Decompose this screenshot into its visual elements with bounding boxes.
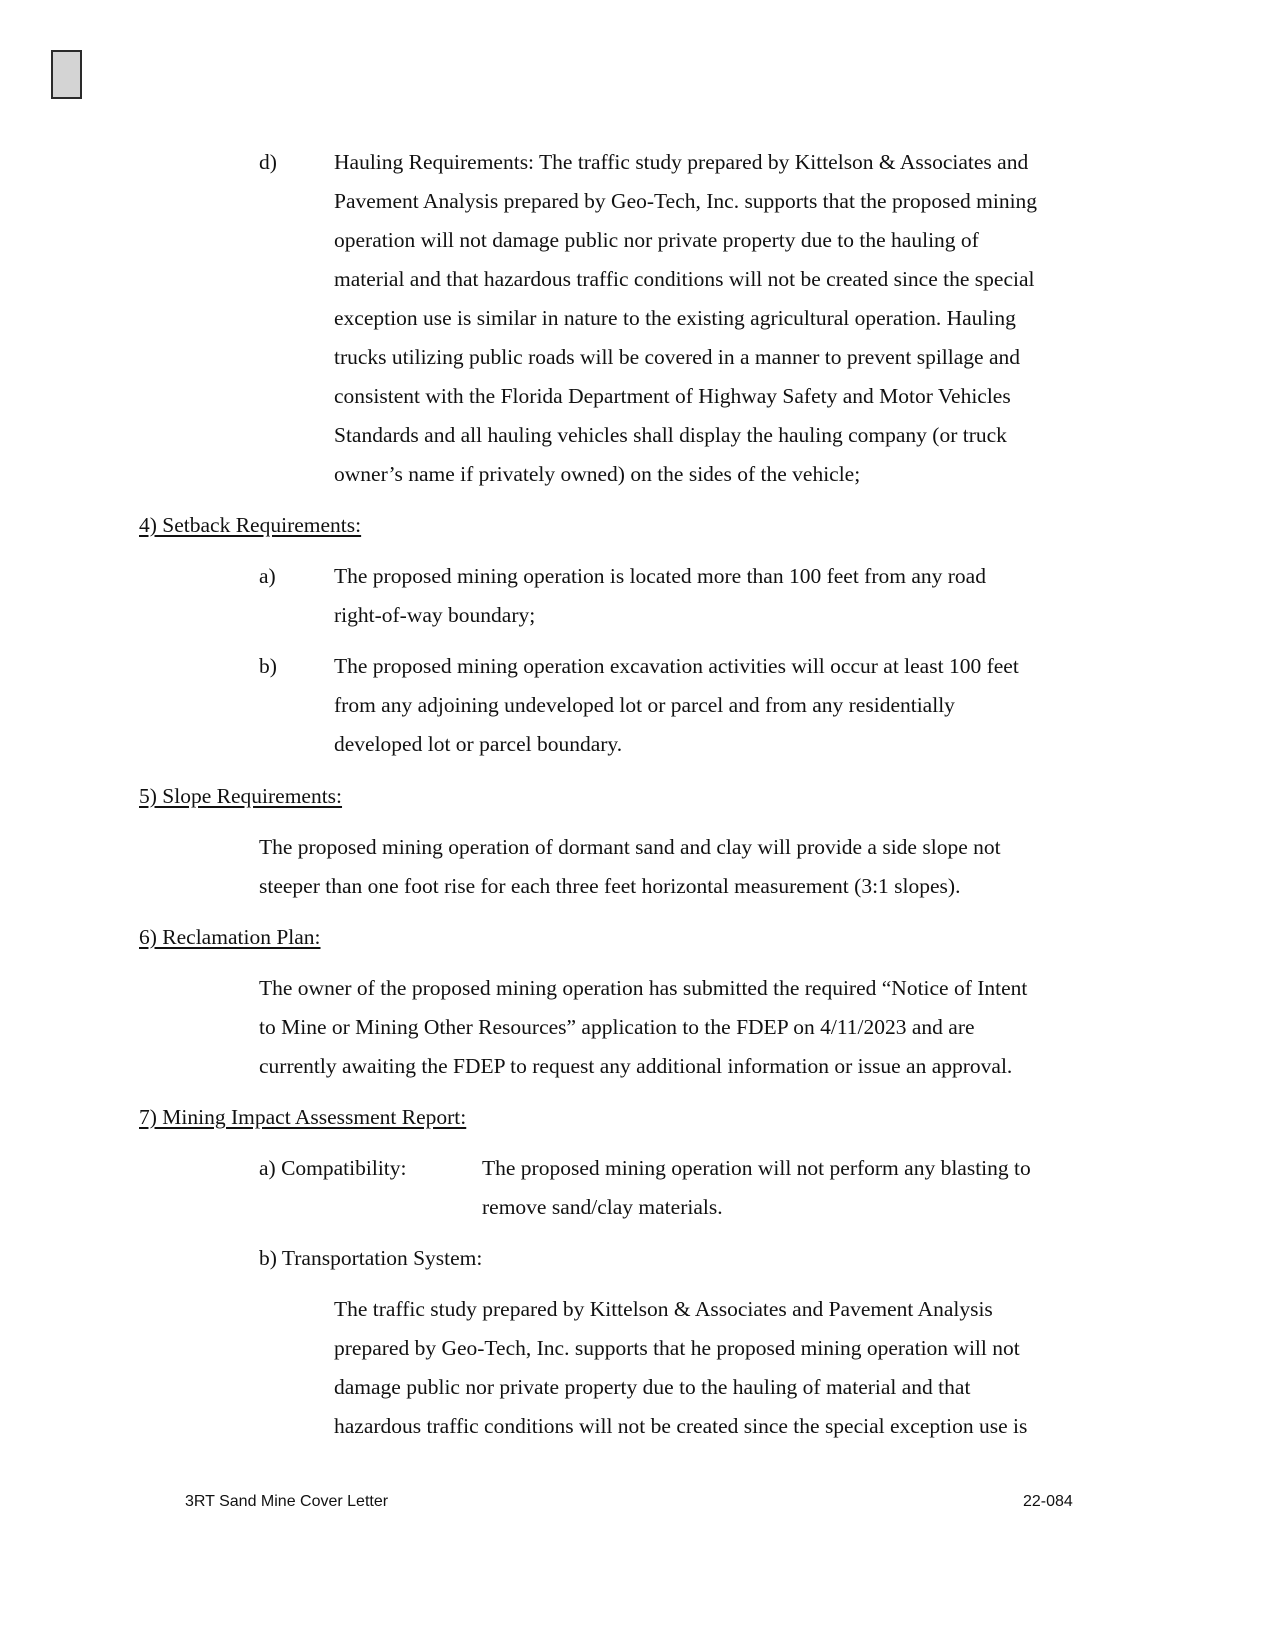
impact-b-line: hazardous traffic conditions will not be created since the special exception use is [334,1414,1028,1438]
impact-b-line: damage public nor private property due to the hauling of material and that [334,1375,971,1399]
item-d-line: owner’s name if privately owned) on the sides of the vehicle; [334,462,861,486]
footer-project-number: 22-084 [1023,1493,1073,1510]
impact-a-line: The proposed mining operation will not perform any blasting to [482,1156,1031,1180]
setback-b-line: developed lot or parcel boundary. [334,732,623,756]
setback-b-line: from any adjoining undeveloped lot or parcel and from any residentially [334,693,955,717]
section-heading-impact: 7) Mining Impact Assessment Report: [139,1105,467,1129]
slope-line: steeper than one foot rise for each three feet horizontal measurement (3:1 slopes). [259,874,961,898]
item-d-line: Hauling Requirements: The traffic study prepared by Kittelson & Associates and [334,150,1029,174]
reclamation-line: currently awaiting the FDEP to request any additional information or issue an approval. [259,1054,1013,1078]
section-heading-reclamation: 6) Reclamation Plan: [139,925,321,949]
item-d-line: material and that hazardous traffic conditions will not be created since the special [334,267,1035,291]
slope-line: The proposed mining operation of dormant sand and clay will provide a side slope not [259,835,1001,859]
impact-a-line: remove sand/clay materials. [482,1195,723,1219]
reclamation-line: to Mine or Mining Other Resources” application to the FDEP on 4/11/2023 and are [259,1015,975,1039]
setback-a-label: a) [259,564,276,588]
reclamation-line: The owner of the proposed mining operation has submitted the required “Notice of Intent [259,976,1028,1000]
item-d-label: d) [259,150,277,174]
section-heading-slope: 5) Slope Requirements: [139,784,343,808]
section-heading-setback: 4) Setback Requirements: [139,513,362,537]
setback-b-label: b) [259,654,277,678]
setback-a-line: The proposed mining operation is located more than 100 feet from any road [334,564,986,588]
impact-b-line: The traffic study prepared by Kittelson & Associates and Pavement Analysis [334,1297,993,1321]
item-d-line: Standards and all hauling vehicles shall display the hauling company (or truck [334,423,1007,447]
setback-b-line: The proposed mining operation excavation activities will occur at least 100 feet [334,654,1019,678]
impact-b-label: b) Transportation System: [259,1246,483,1270]
item-d-line: trucks utilizing public roads will be covered in a manner to prevent spillage and [334,345,1021,369]
impact-b-line: prepared by Geo-Tech, Inc. supports that he proposed mining operation will not [334,1336,1020,1360]
item-d-line: exception use is similar in nature to the existing agricultural operation. Hauling [334,306,1016,330]
page-marker-box [51,50,82,99]
item-d-line: consistent with the Florida Department of Highway Safety and Motor Vehicles [334,384,1011,408]
impact-a-label: a) Compatibility: [259,1156,407,1180]
setback-a-line: right-of-way boundary; [334,603,536,627]
item-d-line: operation will not damage public nor private property due to the hauling of [334,228,979,252]
item-d-line: Pavement Analysis prepared by Geo-Tech, Inc. supports that the proposed mining [334,189,1038,213]
footer-document-title: 3RT Sand Mine Cover Letter [185,1493,389,1510]
